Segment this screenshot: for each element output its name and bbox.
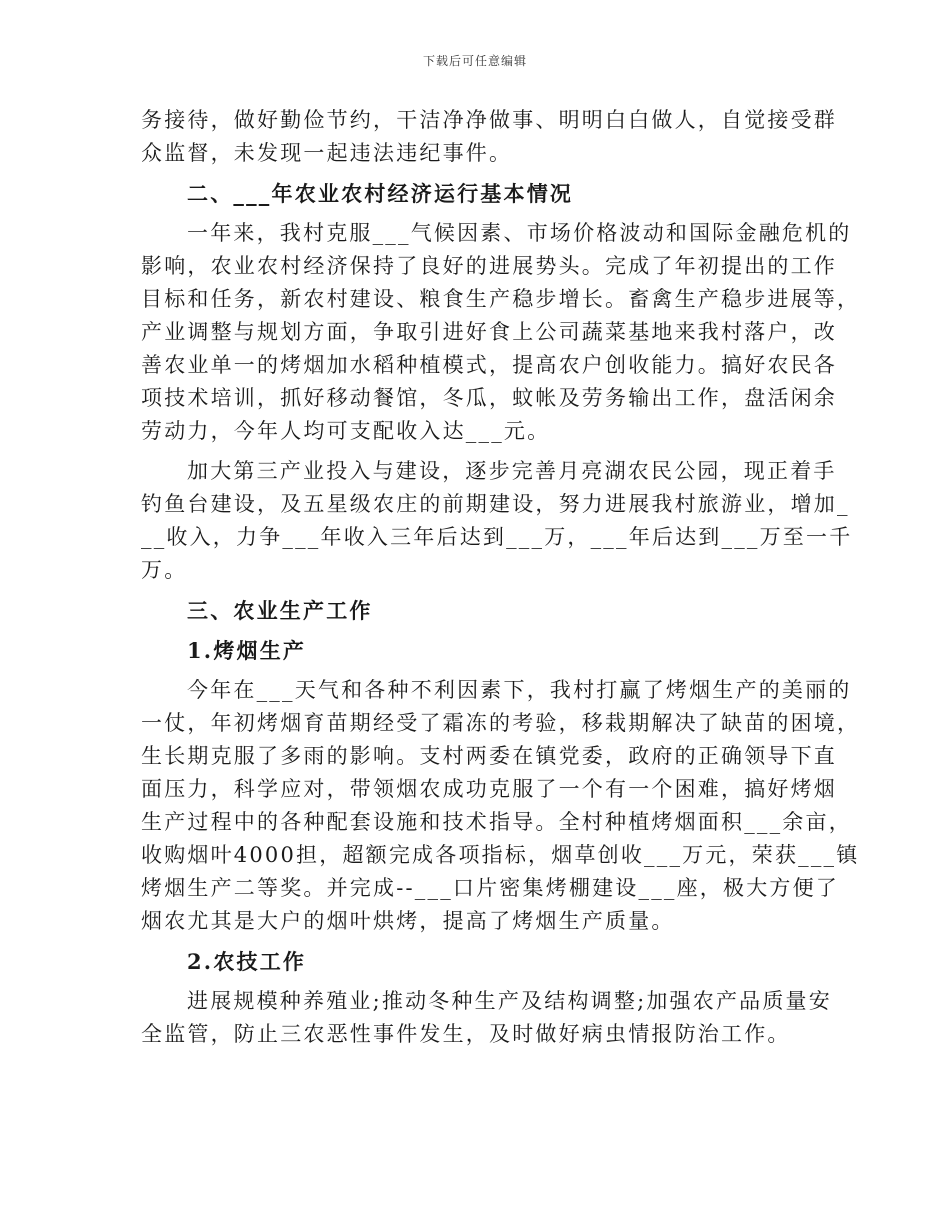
section-heading: 三、农业生产工作 [187, 598, 373, 623]
text-line: 收购烟叶4000担，超额完成各项指标，烟草创收___万元，荣获___镇 [141, 843, 860, 867]
text-line: 烤烟生产二等奖。并完成--___口片密集烤棚建设___座，极大方便了 [141, 876, 839, 900]
text-line: 烟农尤其是大户的烟叶烘烤，提高了烤烟生产质量。 [141, 909, 675, 933]
paragraph-continuation [141, 104, 837, 170]
text-line: 产业调整与规划方面，争取引进好食上公司蔬菜基地来我村落户，改 [141, 320, 837, 344]
text-line: 生长期克服了多雨的影响。支村两委在镇党委，政府的正确领导下直 [141, 744, 837, 768]
text-line: 一仗，年初烤烟育苗期经受了霜冻的考验，移栽期解决了缺苗的困境， [141, 711, 861, 735]
text-line: 加大第三产业投入与建设，逐步完善月亮湖农民公园，现正着手 [187, 459, 837, 483]
paragraph [141, 674, 861, 938]
text-line: 项技术培训，抓好移动餐馆，冬瓜，蚊帐及劳务输出工作，盘活闲余 [141, 386, 837, 410]
paragraph [141, 217, 861, 448]
text-line: 万。 [141, 558, 188, 582]
text-line: 影响，农业农村经济保持了良好的进展势头。完成了年初提出的工作 [141, 254, 837, 278]
text-line: 进展规模种养殖业;推动冬种生产及结构调整;加强农产品质量安 [187, 989, 832, 1013]
text-line: 务接待，做好勤俭节约，干洁净净做事、明明白白做人，自觉接受群 [141, 108, 837, 132]
document-body [141, 104, 861, 1058]
text-line: 目标和任务，新农村建设、粮食生产稳步增长。畜禽生产稳步进展等， [141, 287, 861, 311]
text-line: 劳动力，今年人均可支配收入达___元。 [141, 419, 551, 443]
text-line: 众监督，未发现一起违法违纪事件。 [141, 141, 513, 165]
text-line: 一年来，我村克服___气候因素、市场价格波动和国际金融危机的 [187, 221, 852, 245]
text-line: 全监管，防止三农恶性事件发生，及时做好病虫情报防治工作。 [141, 1022, 791, 1046]
text-line: 善农业单一的烤烟加水稻种植模式，提高农户创收能力。搞好农民各 [141, 353, 837, 377]
subsection-heading: 2.农技工作 [187, 949, 307, 974]
text-line: 面压力，科学应对，带领烟农成功克服了一个有一个困难，搞好烤烟 [141, 777, 837, 801]
subsection-heading: 1.烤烟生产 [187, 638, 307, 663]
paragraph [141, 985, 832, 1051]
text-line: 生产过程中的各种配套设施和技术指导。全村种植烤烟面积___余亩， [141, 810, 852, 834]
paragraph [141, 455, 853, 587]
text-line: 今年在___天气和各种不利因素下，我村打赢了烤烟生产的美丽的 [187, 678, 852, 702]
page-header: 下载后可任意编辑 [422, 54, 527, 68]
text-line: 钓鱼台建设，及五星级农庄的前期建设，努力进展我村旅游业，增加_ [141, 492, 850, 516]
section-heading: 二、___年农业农村经济运行基本情况 [187, 181, 574, 206]
text-line: __收入，力争___年收入三年后达到___万，___年后达到___万至一千 [141, 525, 853, 549]
